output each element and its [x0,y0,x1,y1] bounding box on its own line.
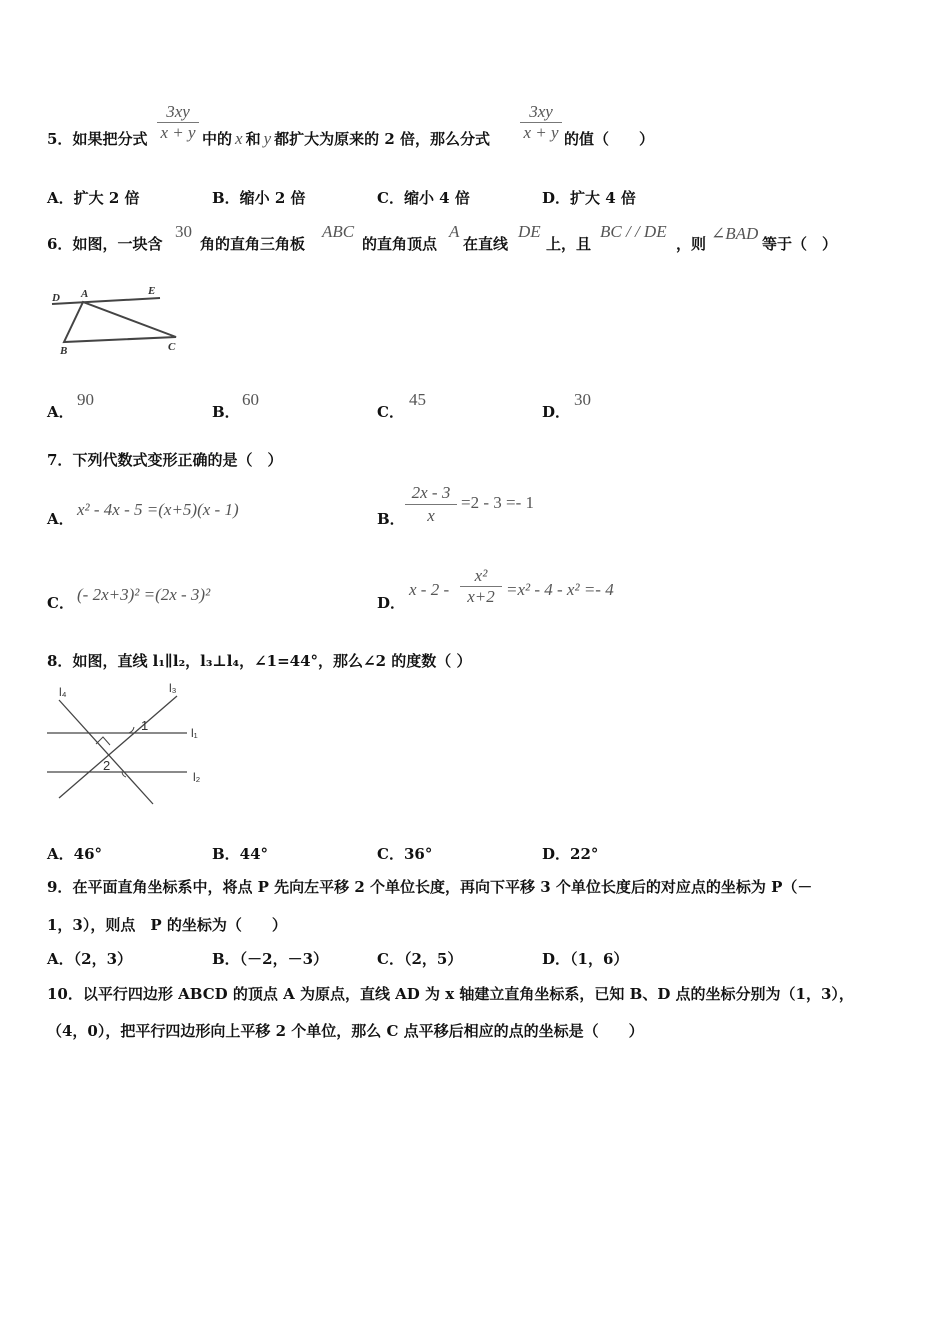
q8-text: 如图，直线 l₁∥l₂，l₃⊥l₄，∠1=44°，那么∠2 的度数（ ） [72,652,472,670]
q8-fig-angle-1: 1 [141,718,149,733]
q6-stem [47,233,162,254]
q5-option-a[interactable]: A．扩大 2 倍 [47,189,140,207]
q6-point-a: A [449,222,460,241]
q5-stem-2 [202,128,490,149]
q6-option-b-value: 60 [242,390,259,409]
q6-text-2: 角的直角三角板 [200,235,306,253]
q5-var-x: x [235,129,243,148]
q7-option-d-numerator: x² [460,566,502,587]
q6-triangle-figure [48,282,188,362]
q5-text-3: 和 [245,130,261,148]
q6-option-d-value: 30 [574,390,591,409]
q5-frac1-denominator: x + y [160,123,196,142]
q8-lines-figure [45,678,215,808]
q7-text: 下列代数式变形正确的是（ ） [72,451,283,469]
q8-fig-angle-2: 2 [103,758,111,773]
q8-fig-label-l3: l₃ [169,681,177,695]
q7-option-b-fraction [405,482,457,527]
q7-option-b-denominator: x [427,506,435,525]
q6-text-7: 等于（ ） [762,235,838,253]
q7-option-b[interactable]: B． [377,510,405,528]
q5-option-d[interactable]: D．扩大 4 倍 [542,189,636,207]
q6-option-a-letter: A． [47,403,74,421]
q9-text-line1: 在平面直角坐标系中，将点 P 先向左平移 2 个单位长度，再向下平移 3 个单位长度后的对应点的坐标为 P（－ [72,878,813,896]
q7-stem [47,449,282,470]
q7-option-c[interactable]: C． [47,594,74,612]
q6-angle-bad: ∠BAD [711,224,759,243]
q9-stem-line1 [47,876,812,897]
q6-parallel: BC / / DE [600,222,667,241]
q5-option-b[interactable]: B．缩小 2 倍 [212,189,306,207]
q6-text-6: ，则 [676,235,707,253]
q5-var-y: y [263,129,272,148]
q5-frac2-denominator: x + y [523,123,559,142]
q6-text-5: 上，且 [546,235,592,253]
q5-stem [47,128,147,149]
q9-option-c[interactable]: C．（2，5） [377,950,463,968]
q6-option-d-letter: D． [542,403,571,421]
q6-option-a-value: 90 [77,390,94,409]
q5-stem-3 [564,128,654,149]
q6-fig-label-d: D [52,292,60,304]
q6-line-de: DE [518,222,541,241]
q6-option-c-letter: C． [377,403,404,421]
q8-option-a[interactable]: A．46° [47,845,103,863]
q7-option-d-fraction [460,566,502,607]
q9-option-d[interactable]: D．（1，6） [542,950,629,968]
q9-number: 9． [47,878,73,896]
q7-option-c-expr: (- 2x+3)² =(2x - 3)² [77,585,211,604]
q5-number: 5． [47,130,73,148]
q5-fraction-1 [157,102,199,143]
q5-fraction-2 [520,102,562,143]
q7-option-a-expr: x² - 4x - 5 =(x+5)(x - 1) [77,500,239,519]
q8-number: 8． [47,652,73,670]
q8-option-d[interactable]: D．22° [542,845,599,863]
q6-option-a[interactable] [47,401,74,422]
q7-option-a[interactable]: A． [47,510,74,528]
q6-angle-30: 30 [175,222,192,241]
q6-fig-label-b: B [60,345,68,357]
q8-option-c[interactable]: C．36° [377,845,433,863]
q6-fig-label-c: C [168,341,176,353]
q6-fig-label-e: E [148,285,156,297]
q7-option-d[interactable]: D． [377,594,406,612]
q6-text-3: 的直角顶点 [362,235,438,253]
q5-text-1: 如果把分式 [72,130,148,148]
q7-number: 7． [47,451,73,469]
q10-text-line1: 以平行四边形 ABCD 的顶点 A 为原点，直线 AD 为 x 轴建立直角坐标系，已知 B、D 点的坐标分别为（1，3）， [82,985,854,1003]
q10-number: 10． [47,985,83,1003]
q6-option-b-letter: B． [212,403,240,421]
q8-fig-label-l4: l₄ [59,685,67,699]
q6-option-c[interactable] [377,401,404,422]
q6-fig-label-a: A [81,288,89,300]
q6-number: 6． [47,235,73,253]
q5-option-c[interactable]: C．缩小 4 倍 [377,189,470,207]
q10-stem-line1 [47,983,854,1004]
q8-option-b[interactable]: B．44° [212,845,269,863]
q5-text-5: 的值（ ） [564,130,655,148]
q6-text-1: 如图，一块含 [72,235,163,253]
q7-option-b-rest: =2 - 3 =- 1 [461,493,534,512]
q6-option-d[interactable] [542,401,570,422]
q5-frac2-numerator: 3xy [520,102,562,123]
q6-option-c-value: 45 [409,390,426,409]
q5-text-4: 都扩大为原来的 2 倍，那么分式 [274,130,491,148]
q5-frac1-numerator: 3xy [157,102,199,123]
q6-triangle-abc: ABC [322,222,355,241]
q7-option-d-denominator: x+2 [467,587,495,606]
q8-stem [47,650,471,671]
q9-stem-line2: 1，3），则点 P 的坐标为（ ） [47,916,287,934]
q7-option-b-numerator: 2x - 3 [405,482,457,505]
q9-option-b[interactable]: B．（－2，－3） [212,950,329,968]
q5-text-2: 中的 [202,130,233,148]
q8-fig-label-l2: l₂ [193,770,201,784]
q6-option-b[interactable] [212,401,240,422]
q10-stem-line2: （4，0），把平行四边形向上平移 2 个单位，那么 C 点平移后相应的点的坐标是（ ） [47,1022,644,1040]
q8-fig-label-l1: l₁ [191,726,198,740]
q7-option-d-rest: =x² - 4 - x² =- 4 [506,580,614,599]
q6-text-4: 在直线 [463,235,509,253]
q7-option-d-pre: x - 2 - [409,580,450,599]
q9-option-a[interactable]: A．（2，3） [47,950,133,968]
